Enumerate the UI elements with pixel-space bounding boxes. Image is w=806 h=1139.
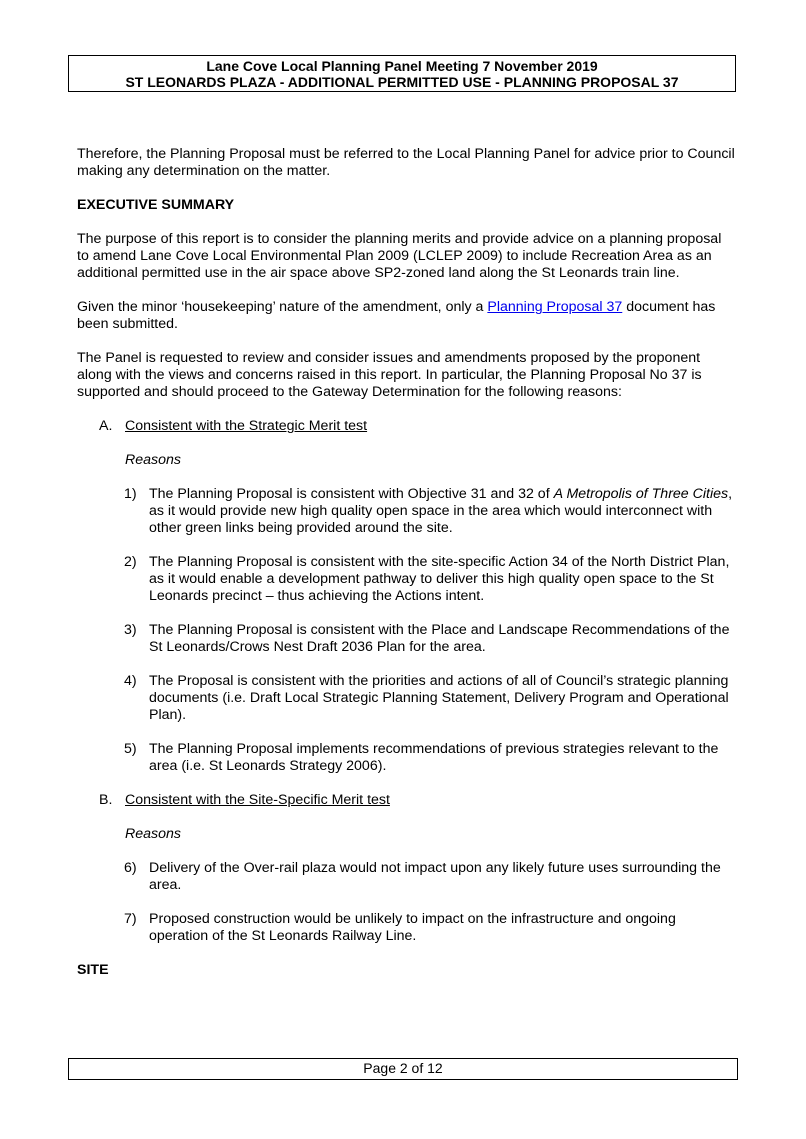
section-a-reasons-label: Reasons <box>125 452 181 468</box>
site-heading: SITE <box>77 962 109 978</box>
document-body <box>77 146 737 996</box>
section-a-heading <box>77 418 737 435</box>
reason-item <box>77 911 737 945</box>
header-report-title: ST LEONARDS PLAZA - ADDITIONAL PERMITTED USE - PLANNING PROPOSAL 37 <box>125 74 679 90</box>
summary-paragraph-2-text-after: document has been submitted. <box>77 299 716 332</box>
reason-text-italic: A Metropolis of Three Cities <box>553 486 729 502</box>
reason-number: 5) <box>124 741 137 757</box>
page-number: Page 2 of 12 <box>363 1060 443 1076</box>
summary-paragraph-1: The purpose of this report is to consider the planning merits and provide advice on a planning proposal to amend Lane Cove Local Environmental Plan 2009 (LCLEP 2009) to include Recreation Area as an additional permitted use in the air space above SP2-zoned land along the St Leonards train line. <box>77 231 722 281</box>
reason-item <box>77 554 737 605</box>
reason-text-after: , as it would provide new high quality open space in the area which would interconnect with other green links being provided around the site. <box>149 486 733 536</box>
page-footer <box>68 1058 738 1080</box>
summary-paragraph-2 <box>77 299 737 333</box>
executive-summary-heading: EXECUTIVE SUMMARY <box>77 197 235 213</box>
intro-paragraph: Therefore, the Planning Proposal must be referred to the Local Planning Panel for advice prior to Council making any determination on the matter. <box>77 146 735 179</box>
reason-item <box>77 860 737 894</box>
reason-text-before: The Planning Proposal is consistent with Objective 31 and 32 of <box>149 486 554 502</box>
reason-item <box>77 622 737 656</box>
header-meeting-title: Lane Cove Local Planning Panel Meeting 7 November 2019 <box>206 58 598 74</box>
section-a-title: Consistent with the Strategic Merit test <box>125 418 368 434</box>
section-b-reasons-label: Reasons <box>125 826 181 842</box>
summary-paragraph-2-text-before: Given the minor ‘housekeeping’ nature of the amendment, only a <box>77 299 488 315</box>
reason-text: The Planning Proposal is consistent with the Place and Landscape Recommendations of the St Leonards/Crows Nest Draft 2036 Plan for the area. <box>149 622 730 655</box>
page-header <box>68 55 736 92</box>
summary-paragraph-3: The Panel is requested to review and consider issues and amendments proposed by the proponent along with the views and concerns raised in this report. In particular, the Planning Proposal No 37 is supported and should proceed to the Gateway Determination for the following reasons: <box>77 350 702 400</box>
reason-number: 6) <box>124 860 137 876</box>
reason-text: Proposed construction would be unlikely to impact on the infrastructure and ongoing operation of the St Leonards Railway Line. <box>149 911 676 944</box>
reason-text: The Planning Proposal implements recommendations of previous strategies relevant to the area (i.e. St Leonards Strategy 2006). <box>149 741 719 774</box>
reason-number: 7) <box>124 911 137 927</box>
reason-text: Delivery of the Over-rail plaza would not impact upon any likely future uses surrounding the area. <box>149 860 721 893</box>
reason-text: The Proposal is consistent with the priorities and actions of all of Council’s strategic planning documents (i.e. Draft Local Strategic Planning Statement, Delivery Program and Operational Plan). <box>149 673 729 723</box>
section-b-marker: B. <box>99 792 113 808</box>
reason-number: 4) <box>124 673 137 689</box>
reason-number: 2) <box>124 554 137 570</box>
reason-number: 3) <box>124 622 137 638</box>
reason-item <box>77 673 737 724</box>
section-b-heading <box>77 792 737 809</box>
section-b-title: Consistent with the Site-Specific Merit test <box>125 792 390 808</box>
planning-proposal-37-link[interactable]: Planning Proposal 37 <box>487 299 623 315</box>
reason-item <box>77 486 737 537</box>
reason-number: 1) <box>124 486 137 502</box>
section-a-marker: A. <box>99 418 113 434</box>
reason-item <box>77 741 737 775</box>
reason-text: The Planning Proposal is consistent with the site-specific Action 34 of the North District Plan, as it would enable a development pathway to deliver this high quality open space to the St Leonards precinct – thus achieving the Actions intent. <box>149 554 730 604</box>
